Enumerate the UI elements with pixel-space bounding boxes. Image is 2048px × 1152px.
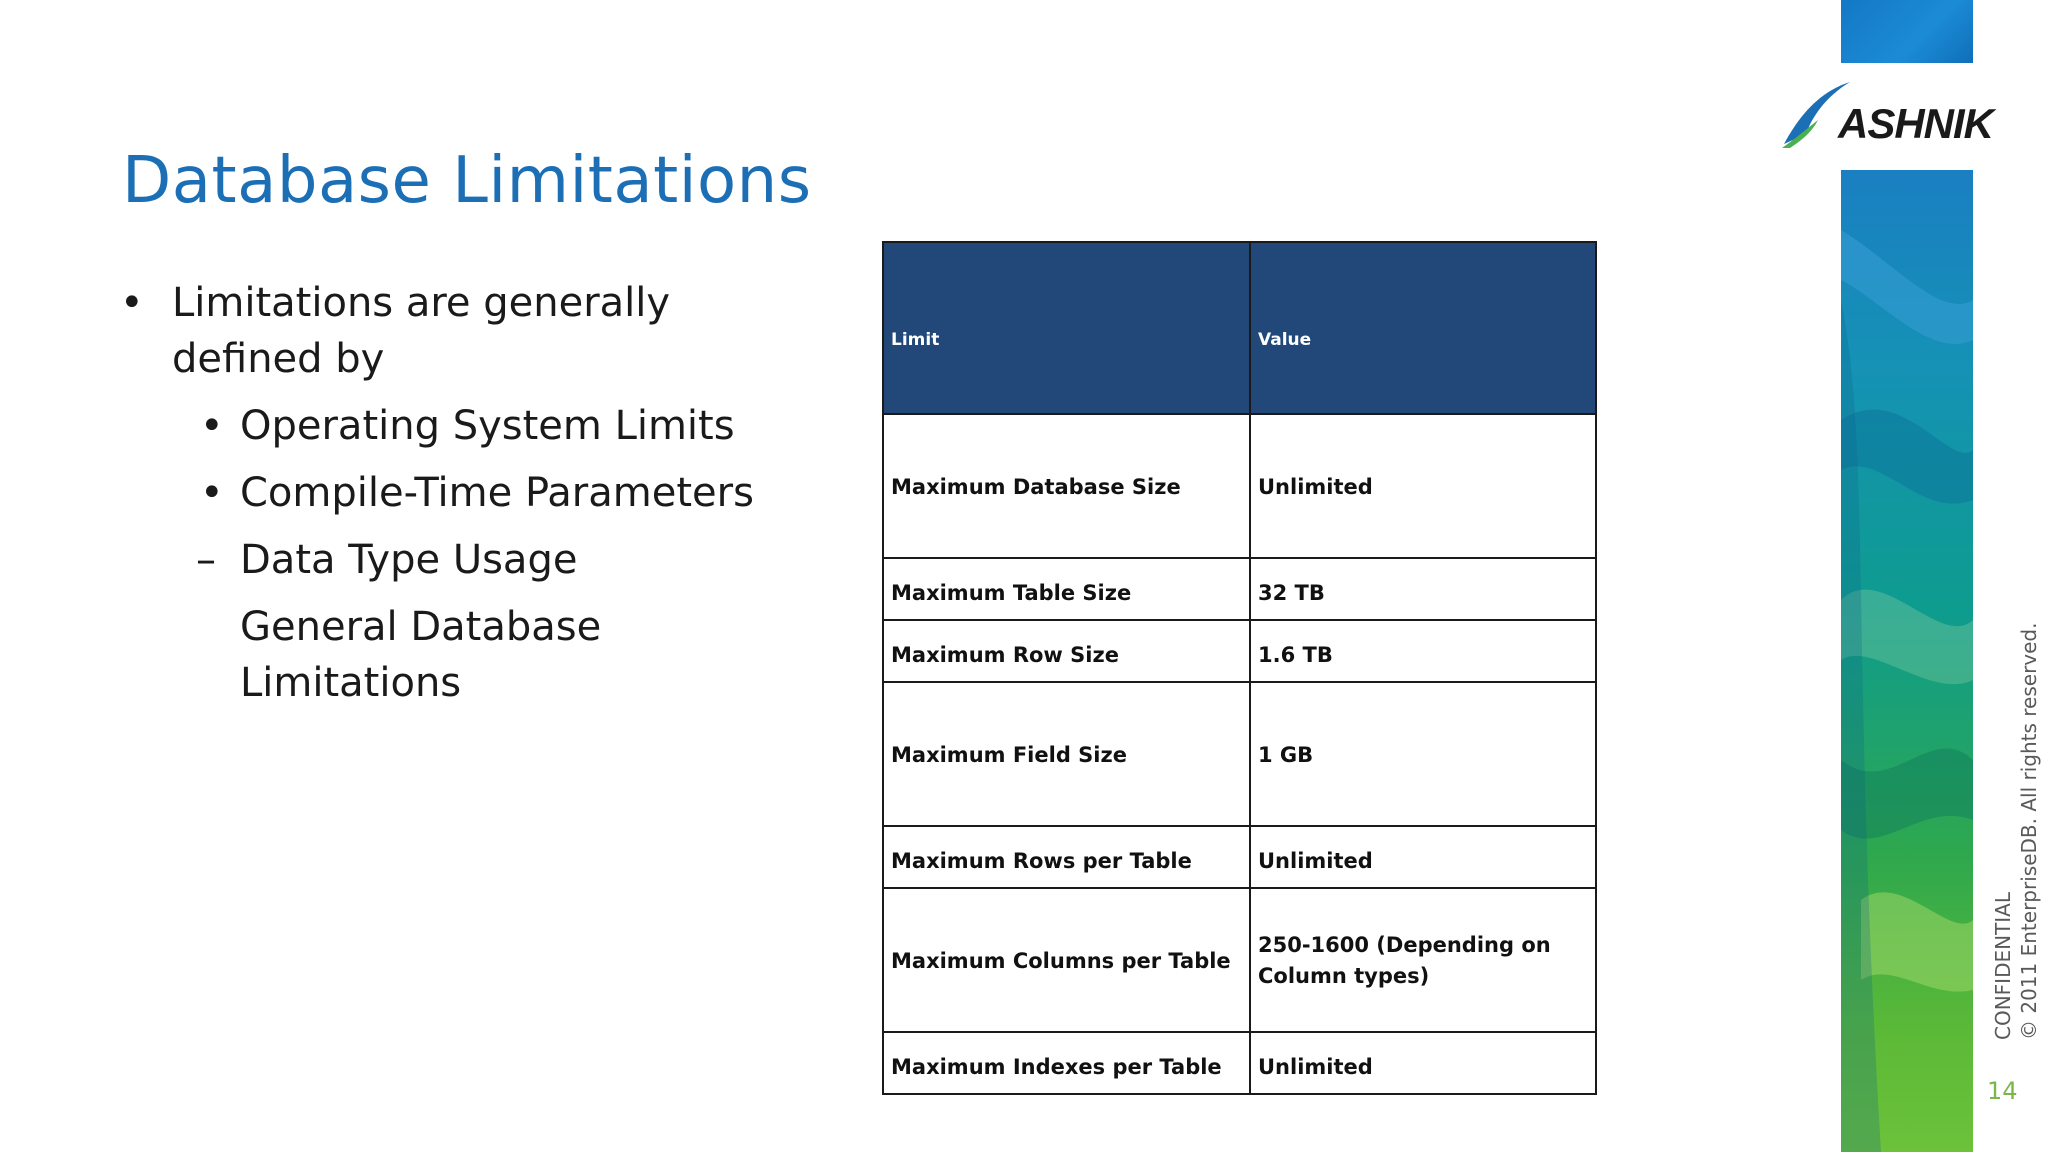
table-row [883, 826, 1596, 888]
table-cell-limit: Maximum Rows per Table [883, 826, 1250, 888]
dash-item: Data Type Usage [240, 537, 578, 583]
limits-table [882, 241, 1597, 1095]
table-cell-value: Unlimited [1250, 826, 1596, 888]
table-cell-value-line: Column types) [1258, 964, 1430, 988]
logo-wordmark: ASHNIK [1838, 100, 1994, 147]
slide-title: Database Limitations [122, 144, 812, 218]
confidential-label: CONFIDENTIAL [1991, 891, 2015, 1040]
table-row [883, 888, 1596, 1032]
table-cell-value [1250, 888, 1596, 1032]
band-swirl-graphic [1841, 0, 1973, 1152]
continuation-text: General Database [240, 604, 602, 650]
copyright-vertical [1990, 623, 2042, 1040]
table-row [883, 414, 1596, 558]
table-cell-limit: Maximum Table Size [883, 558, 1250, 620]
table-header-limit: Limit [883, 242, 1250, 414]
table-cell-value: Unlimited [1250, 414, 1596, 558]
copyright-label: © 2011 EnterpriseDB. All rights reserved. [2017, 622, 2041, 1040]
table-cell-value: 32 TB [1250, 558, 1596, 620]
decorative-band [1841, 0, 1973, 1152]
table-cell-limit: Maximum Indexes per Table [883, 1032, 1250, 1094]
table-row [883, 620, 1596, 682]
sub-bullet-marker: • [200, 470, 224, 516]
continuation-text: Limitations [240, 660, 462, 706]
table-cell-limit: Maximum Columns per Table [883, 888, 1250, 1032]
table-cell-value-line: 250-1600 (Depending on [1258, 933, 1551, 957]
page-number: 14 [1987, 1077, 2018, 1105]
table-cell-value: Unlimited [1250, 1032, 1596, 1094]
table-cell-value: 1 GB [1250, 682, 1596, 826]
bullet-item-continuation: defined by [172, 336, 385, 382]
table-header-row [883, 242, 1596, 414]
table-cell-limit: Maximum Field Size [883, 682, 1250, 826]
table-row [883, 1032, 1596, 1094]
table-row [883, 558, 1596, 620]
sub-bullet-marker: • [200, 403, 224, 449]
table-row [883, 682, 1596, 826]
table-cell-value: 1.6 TB [1250, 620, 1596, 682]
sub-bullet-item: Operating System Limits [240, 403, 735, 449]
sub-bullet-item: Compile-Time Parameters [240, 470, 754, 516]
table-cell-limit: Maximum Database Size [883, 414, 1250, 558]
table-cell-limit: Maximum Row Size [883, 620, 1250, 682]
dash-marker: – [196, 537, 216, 583]
bullet-marker: • [120, 280, 144, 326]
ashnik-logo [1778, 78, 2008, 158]
bullet-item: Limitations are generally [172, 280, 671, 326]
table-header-value: Value [1250, 242, 1596, 414]
